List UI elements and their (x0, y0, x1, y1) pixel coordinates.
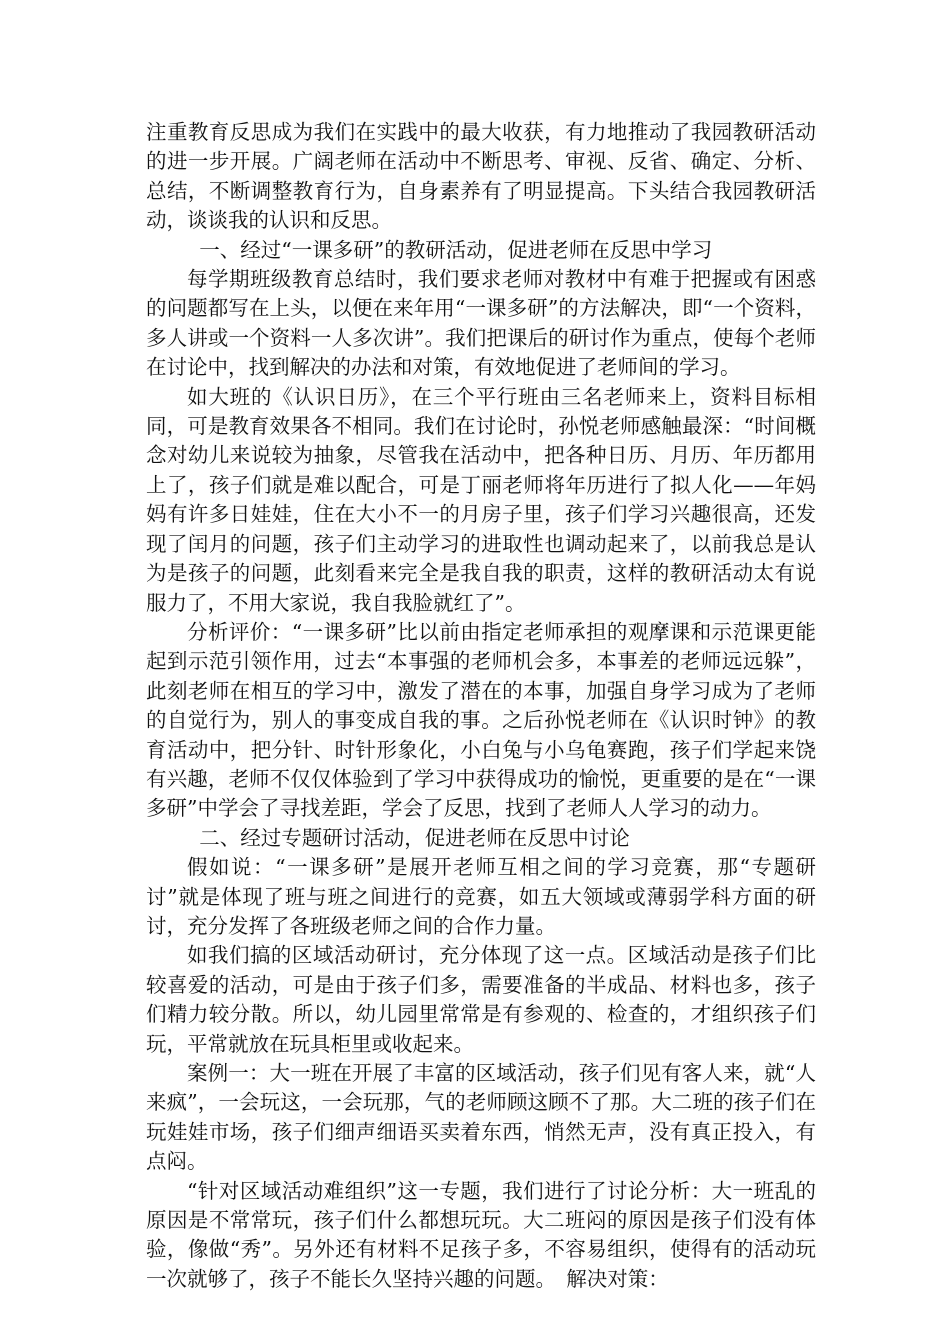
paragraph: 分析评价：“一课多研”比以前由指定老师承担的观摩课和示范课更能起到示范引领作用，过去“本事强的老师机会多，本事差的老师远远躲”，此刻老师在相互的学习中，激发了潜在的本事，加强自身学习成为了老师的自觉行为，别人的事变成自我的事。之后孙悦老师在《认识时钟》的教育活动中，把分针、时针形象化，小白兔与小乌龟赛跑，孩子们学起来饶有兴趣，老师不仅仅体验到了学习中获得成功的愉悦，更重要的是在“一课多研”中学会了寻找差距，学会了反思，找到了老师人人学习的动力。 (146, 619, 816, 821)
section-heading-1: 一、经过“一课多研”的教研活动，促进老师在反思中学习 (199, 237, 713, 262)
paragraph: 如我们搞的区域活动研讨，充分体现了这一点。区域活动是孩子们比较喜爱的活动，可是由于孩子们多，需要准备的半成品、材料也多，孩子们精力较分散。所以，幼儿园里常常是有参观的、检查的，才组织孩子们玩，平常就放在玩具柜里或收起来。 (146, 943, 816, 1056)
paragraph: “针对区域活动难组织”这一专题，我们进行了讨论分析：大一班乱的原因是不常常玩，孩子们什么都想玩玩。大二班闷的原因是孩子们没有体验，像做“秀”。另外还有材料不足孩子多，不容易组织，使得有的活动玩一次就够了，孩子不能长久坚持兴趣的问题。 解决对策： (146, 1178, 816, 1291)
document-body (146, 118, 816, 1294)
paragraph: 案例一：大一班在开展了丰富的区域活动，孩子们见有客人来，就“人来疯”，一会玩这，一会玩那，气的老师顾这顾不了那。大二班的孩子们在玩娃娃市场，孩子们细声细语买卖着东西，悄然无声，没有真正投入，有点闷。 (146, 1061, 816, 1174)
paragraph: 每学期班级教育总结时，我们要求老师对教材中有难于把握或有困惑的问题都写在上头，以便在来年用“一课多研”的方法解决，即“一个资料，多人讲或一个资料一人多次讲”。我们把课后的研讨作为重点，使每个老师在讨论中，找到解决的办法和对策，有效地促进了老师间的学习。 (146, 267, 816, 380)
paragraph: 假如说：“一课多研”是展开老师互相之间的学习竞赛，那“专题研讨”就是体现了班与班之间进行的竞赛，如五大领域或薄弱学科方面的研讨，充分发挥了各班级老师之间的合作力量。 (146, 855, 816, 938)
paragraph-continued: 注重教育反思成为我们在实践中的最大收获，有力地推动了我园教研活动的进一步开展。广阔老师在活动中不断思考、审视、反省、确定、分析、总结，不断调整教育行为，自身素养有了明显提高。下头结合我园教研活动，谈谈我的认识和反思。 (146, 120, 816, 233)
section-heading-2: 二、经过专题研讨活动，促进老师在反思中讨论 (199, 825, 630, 850)
paragraph: 如大班的《认识日历》，在三个平行班由三名老师来上，资料目标相同，可是教育效果各不相同。我们在讨论时，孙悦老师感触最深：“时间概念对幼儿来说较为抽象，尽管我在活动中，把各种日历、月历、年历都用上了，孩子们就是难以配合，可是丁丽老师将年历进行了拟人化——年妈妈有许多日娃娃，住在大小不一的月房子里，孩子们学习兴趣很高，还发现了闰月的问题，孩子们主动学习的进取性也调动起来了，以前我总是认为是孩子的问题，此刻看来完全是我自我的职责，这样的教研活动太有说服力了，不用大家说，我自我脸就红了”。 (146, 384, 816, 615)
